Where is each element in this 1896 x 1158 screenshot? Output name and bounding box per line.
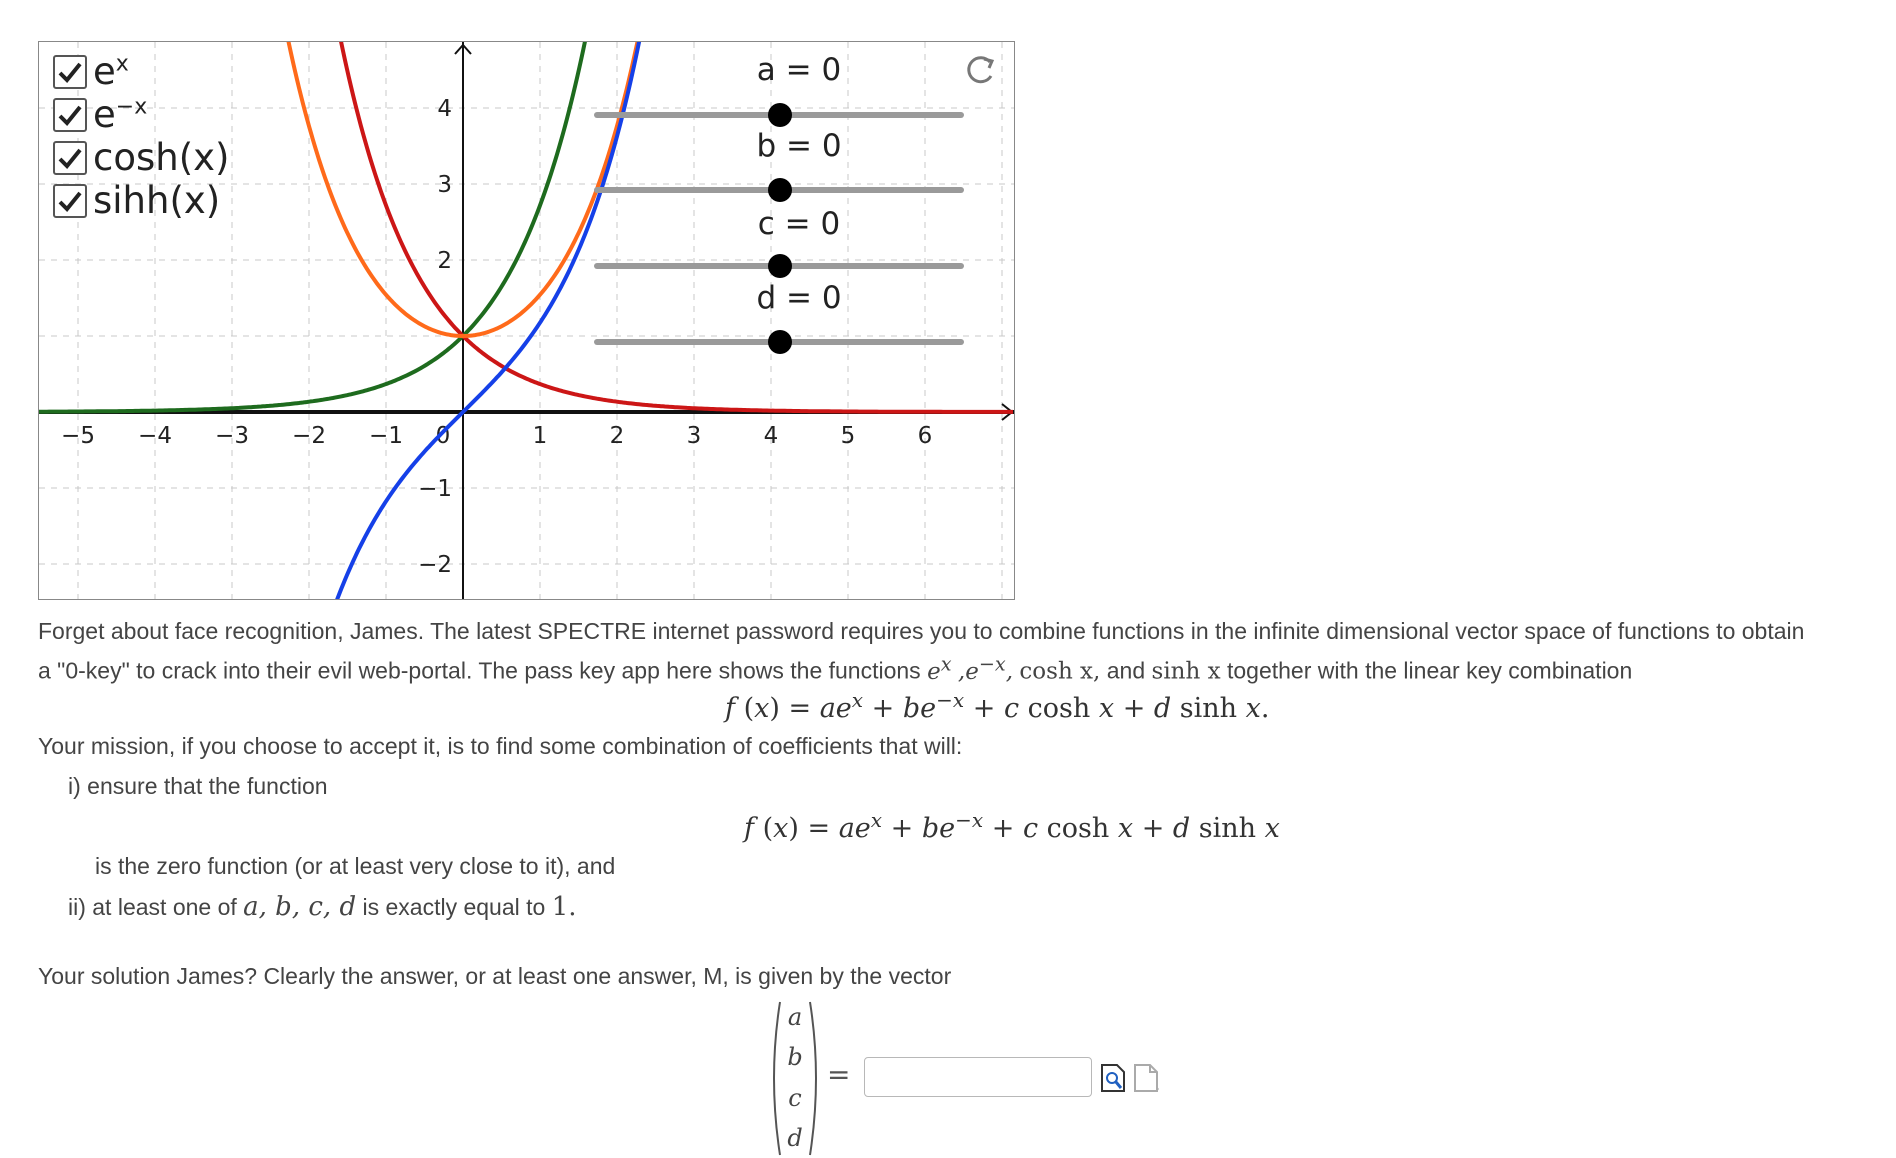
y-tick-label: 4	[437, 96, 452, 122]
slider-c-label: c = 0	[757, 206, 841, 242]
y-tick-label: 2	[437, 248, 452, 274]
x-tick-label: −5	[61, 423, 95, 449]
y-tick-label: −1	[418, 476, 452, 502]
item-1-tail: is the zero function (or at least very close to it), and	[95, 853, 616, 879]
equals-sign: =	[827, 1058, 851, 1091]
x-tick-label: −3	[215, 423, 249, 449]
legend-label-sinh: sihh(x)	[93, 179, 221, 222]
x-tick-label: 1	[532, 423, 548, 449]
checkbox-exp[interactable]	[53, 55, 87, 89]
preview-icon[interactable]	[1100, 1063, 1126, 1093]
slider-c-thumb[interactable]	[768, 254, 792, 278]
reset-icon[interactable]	[960, 50, 1000, 90]
legend-label-exp-neg: $e^{-x}$	[93, 93, 148, 136]
vector-entry-d: d	[787, 1124, 803, 1152]
legend-item-cosh[interactable]	[53, 136, 229, 179]
slider-b-thumb[interactable]	[768, 178, 792, 202]
paragraph-line-1: Forget about face recognition, James. The latest SPECTRE internet password requires you to combine functions in the infinite dimensional vector space of functions to obtain	[38, 618, 1805, 644]
x-tick-label: 5	[840, 423, 856, 449]
vector-entry-a: a	[787, 1003, 803, 1031]
x-tick-label: −1	[369, 423, 403, 449]
function-legend	[53, 50, 229, 222]
slider-a-thumb[interactable]	[768, 103, 792, 127]
legend-item-exp[interactable]	[53, 50, 229, 93]
x-tick-label: 6	[917, 423, 933, 449]
sinh-curve	[319, 42, 649, 599]
mission-text: Your mission, if you choose to accept it, is to find some combination of coefficients that will:	[38, 733, 963, 759]
checkbox-cosh[interactable]	[53, 141, 87, 175]
slider-b-label: b = 0	[756, 128, 842, 164]
x-tick-label: 2	[609, 423, 625, 449]
zero-function-formula: f $(x) = ae^x + be^{-x} + c$ cosh x + d sinh x	[744, 808, 1280, 844]
x-tick-label: 3	[686, 423, 702, 449]
graph-applet[interactable]	[38, 41, 1015, 600]
vector-entry-c: c	[788, 1084, 802, 1112]
legend-label-cosh: cosh(x)	[93, 136, 230, 179]
paragraph-line-2: a "0-key" to crack into their evil web-portal. The pass key app here shows the functions $e^x$ $,e^{-x}$, cosh x, and sinh x together with the linear key combination	[38, 652, 1633, 685]
x-tick-label: −4	[138, 423, 172, 449]
item-1-label: i) ensure that the function	[68, 773, 328, 799]
slider-a-label: a = 0	[756, 52, 842, 88]
y-tick-label: 3	[437, 172, 452, 198]
slider-d-label: d = 0	[756, 280, 842, 316]
coefficient-vector	[770, 1000, 820, 1157]
x-tick-label: 4	[763, 423, 779, 449]
legend-item-sinh[interactable]	[53, 179, 229, 222]
legend-item-exp-neg[interactable]	[53, 93, 229, 136]
document-icon[interactable]	[1133, 1063, 1159, 1093]
legend-label-exp: $e^x$	[93, 50, 129, 93]
key-combination-formula: f $(x) = ae^x + be^{-x} + c$ cosh x + d sinh x.	[725, 688, 1270, 724]
x-tick-label: 0	[435, 423, 451, 449]
checkbox-sinh[interactable]	[53, 184, 87, 218]
x-tick-label: −2	[292, 423, 326, 449]
slider-d-thumb[interactable]	[768, 330, 792, 354]
checkbox-exp-neg[interactable]	[53, 98, 87, 132]
answer-input[interactable]	[864, 1057, 1092, 1097]
y-tick-label: −2	[418, 552, 452, 578]
vector-entry-b: b	[787, 1043, 803, 1071]
item-2: ii) at least one of a, b, c, d is exactly equal to 1.	[68, 892, 577, 922]
solution-prompt: Your solution James? Clearly the answer, or at least one answer, M, is given by the vector	[38, 963, 952, 989]
